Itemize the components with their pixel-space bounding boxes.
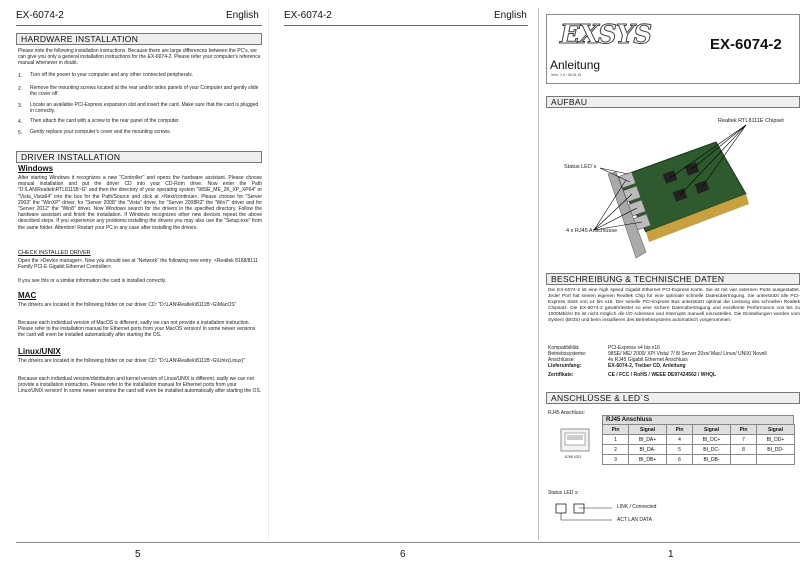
column-header: Pin: [603, 425, 629, 435]
spec-value: 98SE/ ME/ 2000/ XP/ Vista/ 7/ 8/ Server 20xx/ Mac/ Linux/ UNIX/ Novell: [608, 351, 767, 357]
card-illustration: [546, 112, 800, 272]
linux-instructions: Because each individual version/distribution and kernel version of Linux/UNIX is different, sadly we can not provide a installation instruction. Please refer to the installation manual for Ethernet ports from your Linux/UNIX version! In some newer versions the card will even be installed automatically after starting the OS.: [18, 376, 262, 395]
step-number: 2.: [18, 86, 23, 92]
table-cell: BI_DC+: [693, 435, 731, 445]
check-driver-heading: CHECK INSTALLED DRIVER: [18, 250, 91, 256]
section-hardware-installation: HARDWARE INSTALLATION: [16, 33, 262, 45]
page-number-5: 5: [135, 549, 141, 560]
table-cell: 2: [603, 445, 629, 455]
led-link-text: LINK / Connected: [617, 504, 657, 510]
rj45-label: RJ45 Anschluss:: [548, 410, 585, 416]
rj45-pin-table: [602, 424, 795, 465]
version-text: Vers. 1.0 / 06.04.15: [551, 73, 582, 77]
spec-value: CE / FCC / RoHS / WEEE DE97424562 / WHQL: [608, 372, 717, 378]
table-cell: 5: [667, 445, 693, 455]
hardware-intro: Please note the following installation instructions. Because there are large differences between the PC's, we can give you only a general installation instructions for the EX-6074-2. Please refer your computer's reference manual whenever in doubt.: [18, 48, 261, 67]
label-status-leds: Status LED´s: [564, 164, 597, 170]
table-cell: BI_DA+: [629, 435, 667, 445]
header-rule: [16, 25, 262, 26]
table-row: [603, 435, 795, 445]
table-cell: BI_DD+: [757, 435, 795, 445]
table-row: [603, 455, 795, 465]
check-driver-note: If you see this or a similar information the card is installed correctly.: [18, 278, 167, 284]
table-cell: 4: [667, 435, 693, 445]
section-aufbau: AUFBAU: [546, 96, 800, 108]
linux-folder-text: The drivers are located in the following folder on our driver CD: "D:\LAN\Realtek\8111B~G\Unix(Linux)": [18, 358, 245, 364]
step-number: 5.: [18, 130, 23, 136]
table-cell: 1: [603, 435, 629, 445]
windows-heading: Windows: [18, 164, 54, 173]
table-cell: BI_DA-: [629, 445, 667, 455]
mac-heading: MAC: [18, 291, 37, 300]
rj45-socket-icon: [560, 428, 590, 452]
spec-key: Kompatibilität:: [548, 345, 580, 351]
step-number: 3.: [18, 103, 23, 109]
header-model: EX-6074-2: [284, 10, 332, 21]
label-rj45-ports: 4 x RJ45 Anschlüsse: [566, 228, 618, 234]
led-link: [556, 504, 566, 513]
header-language: English: [494, 10, 527, 21]
led-act-text: ACT LAN DATA: [617, 517, 653, 523]
led-act: [574, 504, 584, 513]
page-divider: [268, 8, 269, 540]
spec-key: Lieferumfang:: [548, 363, 582, 369]
label-chipset: Realtek RTL8111E Chipset: [718, 118, 784, 124]
page-number-1: 1: [668, 549, 674, 560]
linux-heading: Linux/UNIX: [18, 347, 61, 356]
windows-instructions: After starting Windows it recognizes a new "Controller" and opens the hardware assistant. Please choose manual installation and put the driver CD into your CD-Rom drive. Now enter the Path "D:\LAN\Realtek\RTL8111B~G" and then the directory of your operating system "98SE_ME_2K_XP_XP64" or "Vista_Vista64" into the box for the Path/Source and click at >Next/continue<. Please choose for "Server 2003" the "WinXP" driver, for "Server 2008" the "Vista" driver, for "Server 2008R2" the "Win7" driver and for "Server 2012" the "Win8" driver. Now Windows search for the drivers in the specified directory. Follow the hardware assistant and finish the installation. If Windows recognizes other new devices repeat the above described steps. If you experience any problems installing the drivers you may also use the "Setup.exe" from the same folder. Attention! Restart your PC in any case after installing the drivers.: [18, 175, 262, 231]
column-header: Pin: [731, 425, 757, 435]
header-model: EX-6074-2: [16, 10, 64, 21]
table-cell: BI_DD-: [757, 445, 795, 455]
spec-key: Zertifikate:: [548, 372, 574, 378]
step-text: Locate an available PCI-Express expansion slot and insert the card. Make sure that the card is plugged in correctly.: [30, 102, 259, 115]
section-anschluesse: ANSCHLÜSSE & LED´S: [546, 392, 800, 404]
step-text: Remove the mounting screws located at the rear and/or sides panels of your Computer and gently slide the cover off.: [30, 85, 259, 98]
spec-value: PCI-Express x4 bis x16: [608, 345, 660, 351]
table-row: [603, 445, 795, 455]
step-text: Gently replace your computer's cover and the mounting screws.: [30, 129, 172, 135]
table-cell: BI_DB-: [693, 455, 731, 465]
column-header: Signal: [629, 425, 667, 435]
exsys-logo: EXSYS: [560, 20, 652, 50]
section-beschreibung: BESCHREIBUNG & TECHNISCHE DATEN: [546, 273, 800, 285]
header-language: English: [226, 10, 259, 21]
rj45-icon-caption: 8765 4321: [565, 455, 582, 459]
doc-title: Anleitung: [550, 58, 601, 72]
led-diagram: [554, 500, 614, 528]
table-cell: BI_DC-: [693, 445, 731, 455]
step-number: 1.: [18, 73, 23, 79]
beschreibung-text: Die EX-6074-2 ist eine high speed Gigabit Ethernet PCI-Express Karte. Sie ist mit vier externen Ports ausgestattet. Jeder Port hat seinen eigenen Realtek Chip für eine optimale schnelle Datenübertragung. Sie unterstützt alle PCI-Express Slots von x4 bis x16. Der serielle PCI-Express Bus unterstützt optimal die Leistung des schnellen Realtek Chipsatz. Die EX-6074-2 gewährleistet so eine sichere Datenübertragung und exzellente Performance von bis zu 1000Mbit/s! Es ist nicht möglich die I/O Adressen und Interrupts manuell einzustellen. Die Einstellungen werden vom System (BIOS) und beim installieren des Betriebssystems automatisch vorgenommen.: [548, 288, 800, 323]
table-header-row: [603, 425, 795, 435]
column-header: Signal: [757, 425, 795, 435]
table-cell: [731, 455, 757, 465]
page-divider: [538, 8, 539, 540]
section-driver-installation: DRIVER INSTALLATION: [16, 151, 262, 163]
mac-folder-text: The drivers are located in the following folder on our driver CD: "D:\LAN\Realtek\8111B~G\MacOS": [18, 302, 237, 308]
spec-key: Betriebssysteme:: [548, 351, 587, 357]
rj45-table-title: RJ45 Anschluss: [602, 415, 794, 425]
header-rule: [284, 25, 528, 26]
column-header: Pin: [667, 425, 693, 435]
spec-value: EX-6074-2, Treiber CD, Anleitung: [608, 363, 686, 369]
table-cell: [757, 455, 795, 465]
footer-rule: [16, 542, 800, 543]
check-driver-text: Open the >Device manager<. Now you should see at "Network" the following new entry: <Realtek 8168/8111 Family PCI-E Gigabit Ethernet Controller>.: [18, 258, 259, 271]
page-title-model: EX-6074-2: [710, 36, 782, 53]
step-text: Then attach the card with a screw to the rear panel of the computer.: [30, 118, 180, 124]
mac-instructions: Because each individual version of MacOS is different, sadly we can not provide a installation instruction. Please refer to the installation manual for Ethernet ports from your MacOS version! In some newer versions the card will even be installed automatically after starting the OS.: [18, 320, 256, 339]
spec-value: 4x RJ45 Gigabit Ethernet Anschluss: [608, 357, 688, 363]
spec-key: Anschlüsse:: [548, 357, 575, 363]
table-cell: BI_DB+: [629, 455, 667, 465]
table-cell: 6: [667, 455, 693, 465]
led-label: Status LED´s:: [548, 490, 579, 496]
table-cell: 7: [731, 435, 757, 445]
page-number-6: 6: [400, 549, 406, 560]
column-header: Signal: [693, 425, 731, 435]
step-number: 4.: [18, 119, 23, 125]
table-cell: 3: [603, 455, 629, 465]
step-text: Turn off the power to your computer and any other connected peripherals.: [30, 72, 194, 78]
table-cell: 8: [731, 445, 757, 455]
